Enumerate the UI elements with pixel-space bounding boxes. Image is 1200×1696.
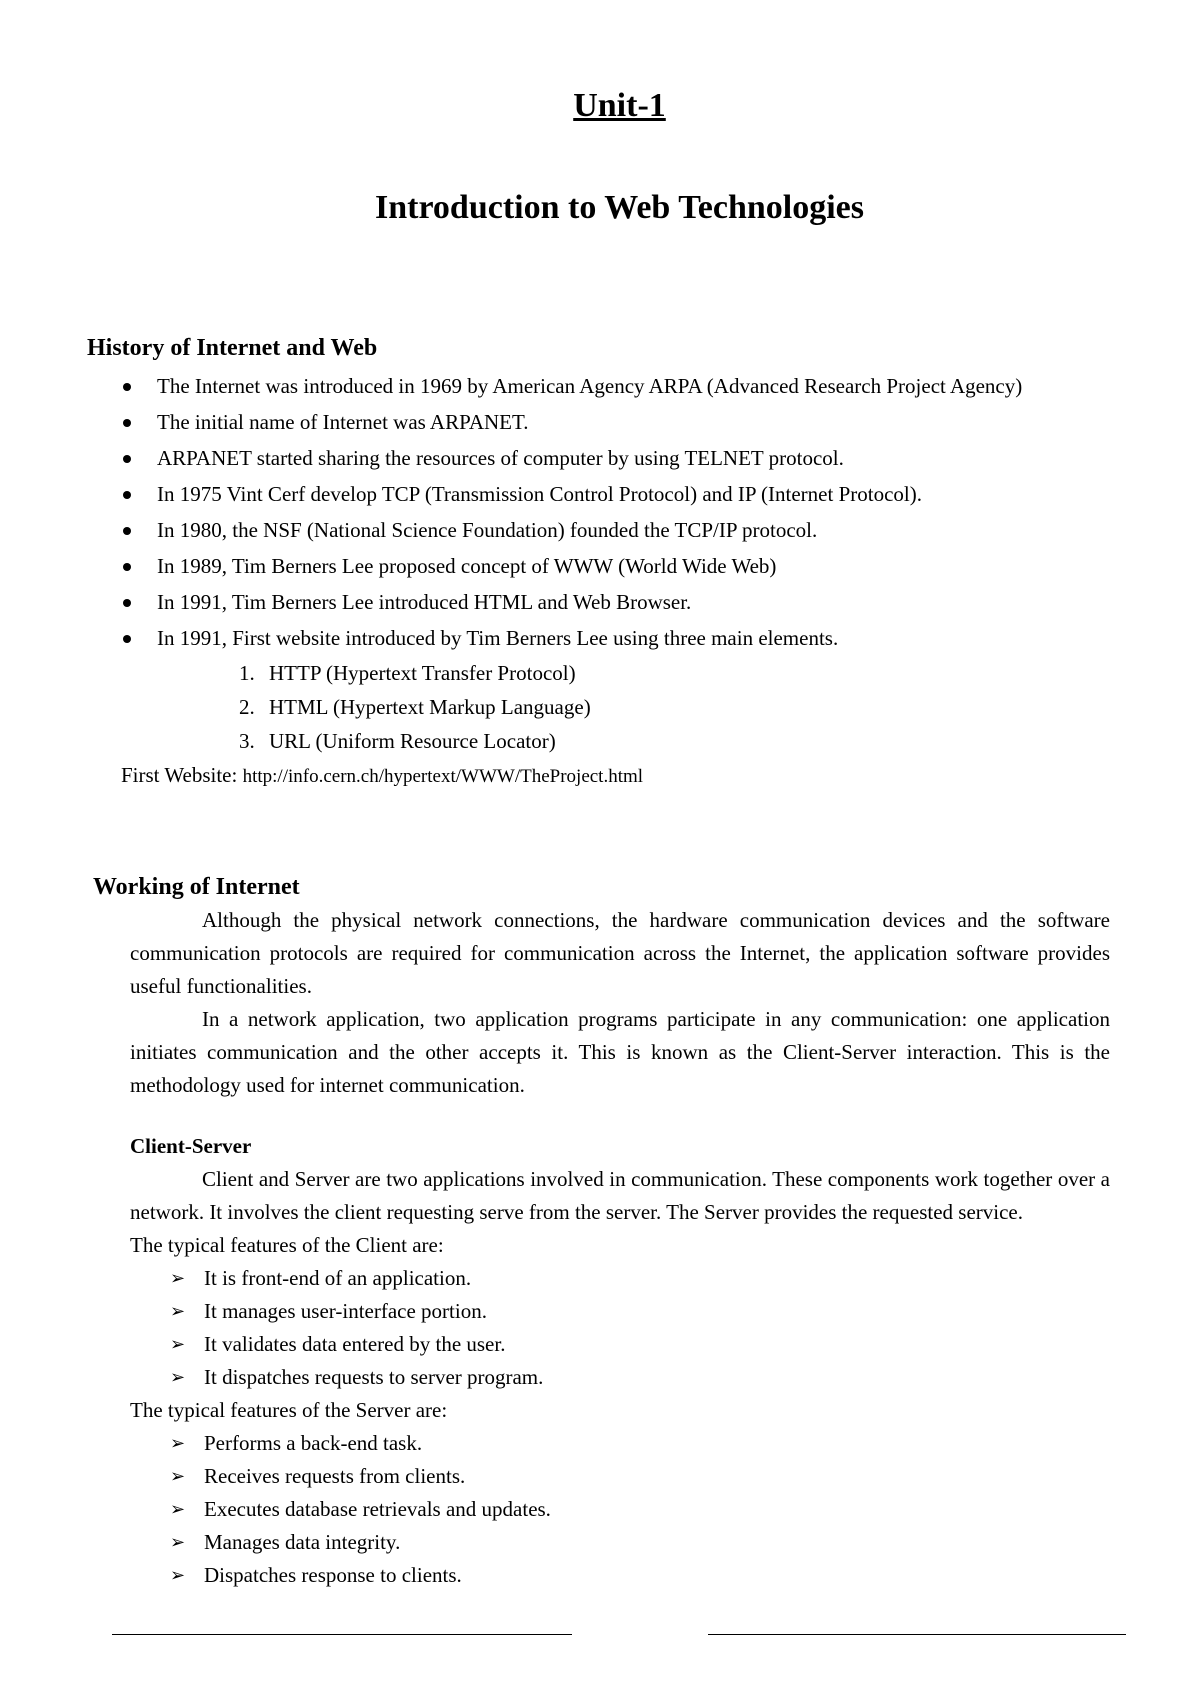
list-item: In 1975 Vint Cerf develop TCP (Transmission Control Protocol) and IP (Internet Protocol). [87, 480, 1097, 508]
history-bullet-list [87, 372, 1097, 652]
server-features-list [130, 1427, 1110, 1592]
list-item: ➢ Dispatches response to clients. [130, 1559, 1110, 1592]
list-item: In 1980, the NSF (National Science Foundation) founded the TCP/IP protocol. [87, 516, 1097, 544]
list-item: 1. HTTP (Hypertext Transfer Protocol) [239, 661, 576, 685]
client-server-paragraph: Client and Server are two applications involved in communication. These components work together over a network. It involves the client requesting serve from the server. The Server provides the requested service. [130, 1167, 1110, 1224]
page-title: Introduction to Web Technologies [374, 189, 864, 226]
footer-divider-right [708, 1634, 1126, 1635]
history-list-container [87, 372, 1097, 794]
list-item: The Internet was introduced in 1969 by American Agency ARPA (Advanced Research Project Agency) [87, 372, 1097, 400]
arrow-bullet-icon: ➢ [170, 1301, 186, 1321]
client-server-heading: Client-Server [130, 1134, 252, 1158]
arrow-bullet-icon: ➢ [170, 1565, 186, 1585]
unit-title: Unit-1 [573, 87, 666, 124]
list-item: ARPANET started sharing the resources of computer by using TELNET protocol. [87, 444, 1097, 472]
client-server-body [130, 1163, 1110, 1592]
list-item: ➢ It manages user-interface portion. [130, 1295, 1110, 1328]
list-item: ➢ It is front-end of an application. [130, 1262, 1110, 1295]
list-item: ➢ Executes database retrievals and updates. [130, 1493, 1110, 1526]
list-item: In 1989, Tim Berners Lee proposed concept of WWW (World Wide Web) [87, 552, 1097, 580]
first-website-label: First Website: [121, 763, 238, 787]
client-features-list [130, 1262, 1110, 1394]
working-heading: Working of Internet [93, 874, 300, 900]
list-item: 3. URL (Uniform Resource Locator) [239, 729, 556, 753]
history-heading: History of Internet and Web [87, 335, 378, 361]
arrow-bullet-icon: ➢ [170, 1532, 186, 1552]
list-item: ➢ It validates data entered by the user. [130, 1328, 1110, 1361]
server-features-intro: The typical features of the Server are: [130, 1398, 448, 1422]
working-body [130, 904, 1110, 1102]
arrow-bullet-icon: ➢ [170, 1334, 186, 1354]
list-item: ➢ Manages data integrity. [130, 1526, 1110, 1559]
arrow-bullet-icon: ➢ [170, 1367, 186, 1387]
list-item: 2. HTML (Hypertext Markup Language) [239, 695, 591, 719]
list-item: ➢ Receives requests from clients. [130, 1460, 1110, 1493]
list-item: The initial name of Internet was ARPANET. [87, 408, 1097, 436]
footer-divider-left [112, 1634, 572, 1635]
arrow-bullet-icon: ➢ [170, 1466, 186, 1486]
list-item: In 1991, First website introduced by Tim Berners Lee using three main elements. [87, 624, 1097, 652]
web-elements-list [197, 656, 1097, 758]
working-paragraph-2: In a network application, two application programs participate in any communication: one application initiates communication and the other accepts it. This is known as the Client-Server interaction. This is the methodology used for internet communication. [130, 1007, 1110, 1097]
arrow-bullet-icon: ➢ [170, 1433, 186, 1453]
list-item: ➢ It dispatches requests to server program. [130, 1361, 1110, 1394]
first-website-line [87, 758, 1097, 794]
arrow-bullet-icon: ➢ [170, 1499, 186, 1519]
list-item: ➢ Performs a back-end task. [130, 1427, 1110, 1460]
working-paragraph-1: Although the physical network connections, the hardware communication devices and the software communication protocols are required for communication across the Internet, the application software provides useful functionalities. [130, 908, 1110, 998]
first-website-url: http://info.cern.ch/hypertext/WWW/TheProject.html [242, 766, 644, 787]
list-item: In 1991, Tim Berners Lee introduced HTML and Web Browser. [87, 588, 1097, 616]
arrow-bullet-icon: ➢ [170, 1268, 186, 1288]
client-features-intro: The typical features of the Client are: [130, 1233, 444, 1257]
